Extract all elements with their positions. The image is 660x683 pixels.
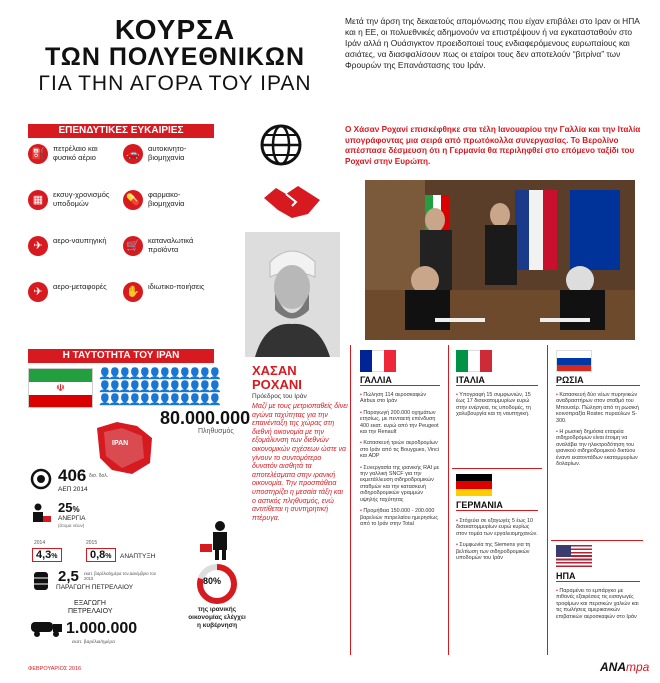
france-item: • Παραγωγή 200.000 οχημάτων ετησίως, με πενταετή επένδυση 400 εκατ. ευρώ από την Peugeot και την Renault — [360, 410, 442, 436]
plane-icon: ✈ — [28, 236, 48, 256]
oil-export-note: εκατ. βαρέλια/ημέρα — [72, 640, 115, 645]
opportunity-label: αυτοκινητο-βιομηχανία — [148, 144, 187, 162]
opportunity-item — [28, 236, 120, 276]
iran-map — [92, 418, 157, 478]
person-icon: 👤 — [198, 368, 212, 380]
population-value: 80.000.000 — [160, 408, 251, 428]
person-icon: 👤 — [148, 394, 162, 406]
unemployed-icon — [30, 502, 52, 529]
growth-year-1: 2014 — [34, 540, 46, 546]
person-icon: 👤 — [188, 368, 202, 380]
population-label: Πληθυσμός — [198, 428, 234, 435]
growth-value-2: 0,8% — [86, 548, 116, 562]
person-icon: 👤 — [108, 394, 122, 406]
russia-flag — [556, 350, 592, 372]
footer-date: ΦΕΒΡΟΥΑΡΙΟΣ 2016 — [28, 666, 82, 672]
separator — [547, 345, 548, 655]
person-icon: 👤 — [208, 368, 222, 380]
map-country-label: ΙΡΑΝ — [112, 440, 129, 447]
person-icon: 👤 — [128, 368, 142, 380]
person-icon: 👤 — [108, 368, 122, 380]
oil-production-value: 2,5 — [58, 568, 79, 585]
person-icon: 👤 — [188, 394, 202, 406]
globe-icon — [258, 122, 304, 173]
rouhani-portrait — [245, 232, 340, 357]
person-icon: 👤 — [98, 368, 112, 380]
growth-label: ΑΝΑΠΤΥΞΗ — [120, 553, 156, 560]
oil-production-label: ΠΑΡΑΓΩΓΗ ΠΕΤΡΕΛΑΙΟΥ — [56, 584, 134, 591]
germany-flag — [456, 474, 492, 496]
opportunity-label: φαρμακο-βιομηχανία — [148, 190, 185, 208]
italy-items — [456, 392, 538, 423]
person-icon: 👤 — [98, 381, 112, 393]
growth-year-2: 2015 — [86, 540, 98, 546]
germany-items — [456, 518, 538, 566]
russia-item: • Κατασκευή δύο νέων πυρηνικών αναδραστήρων στον σταθμό του Μπουσέρ. Πώληση από τη ρωσική κοινοπραξία Rostec πυραύλων S-300. — [556, 392, 642, 424]
france-item: • Προμήθεια 150.000 - 200.000 βαρελιών πετρελαίου ημερησίως από το Ιράν στην Total — [360, 508, 442, 527]
opportunity-item — [28, 282, 120, 322]
gdp-unit: δισ. δολ. — [89, 473, 109, 479]
opportunity-item — [123, 282, 215, 322]
germany-name: ΓΕΡΜΑΝΙΑ — [456, 500, 538, 511]
brand-part-1: ΑΝΑ — [600, 660, 626, 674]
plane-icon: ✈ — [28, 282, 48, 302]
france-name: ΓΑΛΛΙΑ — [360, 375, 440, 386]
opportunity-item — [28, 144, 120, 184]
france-items — [360, 392, 442, 532]
russia-name: ΡΩΣΙΑ — [556, 375, 640, 386]
person-icon: 👤 — [178, 381, 192, 393]
control-donut — [192, 562, 242, 611]
opportunity-item — [123, 190, 215, 230]
population-people-grid — [98, 368, 223, 408]
person-icon: 👤 — [188, 381, 202, 393]
person-icon: 👤 — [128, 394, 142, 406]
brand-part-2: mpa — [626, 660, 650, 674]
usa-flag — [556, 545, 592, 567]
italy-flag — [456, 350, 492, 372]
person-icon: 👤 — [158, 381, 172, 393]
rouhani-name-line-2: ΡΟΧΑΝΙ — [252, 377, 302, 392]
person-icon: 👤 — [168, 394, 182, 406]
oil-rig-icon: ⛽ — [28, 144, 48, 164]
france-item: • Κατασκευή τριών αεροδρομίων στο Ιράν από τις Bouygues, Vinci και ADP — [360, 440, 442, 459]
separator — [452, 468, 542, 469]
person-icon: 👤 — [128, 381, 142, 393]
title-line-3: ΓΙΑ ΤΗΝ ΑΓΟΡΑ ΤΟΥ ΙΡΑΝ — [38, 72, 312, 95]
germany-item: • Συμφωνία της Siemens για τη βελτίωση των σιδηροδρομικών υποδομών του Ιράν — [456, 542, 538, 561]
meeting-photo — [365, 180, 635, 340]
separator — [448, 345, 449, 655]
person-icon: 👤 — [198, 394, 212, 406]
usa-items — [556, 588, 642, 625]
opportunity-item — [123, 144, 215, 184]
control-percent: 80% — [203, 576, 222, 586]
italy-name: ΙΤΑΛΙΑ — [456, 375, 538, 386]
title-line-2: ΤΩΝ ΠΟΛΥΕΘΝΙΚΩΝ — [44, 43, 306, 71]
separator — [350, 345, 351, 655]
person-icon: 👤 — [198, 381, 212, 393]
target-icon — [30, 468, 52, 495]
oil-export-label-2: ΠΕΤΡΕΛΑΙΟΥ — [68, 608, 113, 615]
russia-items — [556, 392, 642, 472]
opportunity-label: ιδιωτικο-ποιήσεις — [148, 282, 205, 291]
opportunities-grid — [28, 144, 218, 329]
italy-item: • Υπογραφή 15 συμφωνιών, 15 έως 17 δισεκατομμυρίων ευρώ στην ενέργεια, τις υποδομές, τη χαλυβουργία και τη ναυπηγική. — [456, 392, 538, 418]
person-icon: 👤 — [118, 394, 132, 406]
title-block — [10, 16, 340, 97]
france-item: • Πώληση 114 αεροσκαφών Airbus στο Ιράν — [360, 392, 442, 405]
growth-value-1: 4,3% — [32, 548, 62, 562]
control-label: της ιρανικής οικονομίας ελέγχει η κυβέρνηση — [188, 606, 246, 629]
car-icon: 🚗 — [123, 144, 143, 164]
government-figure-icon — [198, 520, 238, 565]
hands-icon: ✋ — [123, 282, 143, 302]
identity-heading: Η ΤΑΥΤΟΤΗΤΑ ΤΟΥ ΙΡΑΝ — [28, 349, 214, 363]
opportunities-heading: ΕΠΕΝΔΥΤΙΚΕΣ ΕΥΚΑΙΡΙΕΣ — [28, 124, 214, 138]
opportunity-label: αερο-μεταφορές — [53, 282, 107, 291]
person-icon: 👤 — [108, 381, 122, 393]
person-icon: 👤 — [158, 394, 172, 406]
person-icon: 👤 — [138, 368, 152, 380]
france-item: • Συνεργασία της ιρανικής RAI με την γαλλική SNCF για την εκμετάλλευση σιδηροδρομικών σταθμών και την κατασκευή σιδηροδρομικών γραμμών υψηλής ταχύτητας — [360, 465, 442, 503]
usa-name: ΗΠΑ — [556, 571, 640, 582]
person-icon: 👤 — [208, 381, 222, 393]
intro-text: Μετά την άρση της δεκαετούς απομόνωσης που είχαν επιβάλει στο Ιραν οι ΗΠΑ και η ΕΕ, οι πολυεθνικές αδημονούν να επιστρέψουν ή να εγκατασταθούν στο Ιράν αλλά η Ουάσιγκτον προειδοποιεί τους ενδιαφερόμενους ευρωπαίους και ασιάτες, να διασφαλίσουν πως οι εταίροι τους δεν αποτελούν “βιτρίνα” των Φρουρών της Επανάστασης του Ιράν. — [345, 16, 640, 70]
opportunity-label: πετρέλαιο και φυσικό αέριο — [53, 144, 98, 162]
visit-text: Ο Χάσαν Ροχανί επισκέφθηκε στα τέλη Ιανουαρίου την Γαλλία και την Ιταλία υπογράφοντας μια σειρά από πρωτόκολλα συνεργασίας. Το Βερολίνο απέσπασε δέσμευση ότι η Γερμανία θα περιληφθεί στο επόμενο ταξίδι του Ροχανί στην Ευρώπη. — [345, 125, 641, 166]
rouhani-quote: Μαζί με τους μετριοπαθείς δίνει αγώνα ταχύτητας για την επανένταξη της χώρας στη διεθνή οικονομία με την εξομάλυνση των διεθνών οικονομικών σχέσεων ώστε να γίνουν το συντομότερο δυνατόν αισθητά τα αποτελέσματα στην ιρανική οικονομία. Την προσπάθεια υποστηρίζει η μεσαία τάξη και ο αστικός πληθυσμός, ενώ αντιτίθεται η συντηρητική πτέρυγα. — [252, 403, 348, 522]
separator — [551, 540, 643, 541]
pharma-icon: 💊 — [123, 190, 143, 210]
rouhani-role: Πρόεδρος του Ιράν — [252, 393, 307, 400]
person-icon: 👤 — [98, 394, 112, 406]
person-icon: 👤 — [118, 381, 132, 393]
opportunity-item — [28, 190, 120, 230]
unemployment-note: (άτομα νέων) — [58, 523, 85, 528]
gdp-value: 406 — [58, 466, 87, 485]
person-icon: 👤 — [138, 394, 152, 406]
unemployment-label: ΑΝΕΡΓΙΑ — [58, 515, 86, 522]
infrastructure-icon: ▦ — [28, 190, 48, 210]
opportunity-label: αερο-ναυπηγική — [53, 236, 107, 245]
person-icon: 👤 — [178, 394, 192, 406]
russia-item: • Η ρωσική δημόσια εταιρεία σιδηροδρόμων είναι έτοιμη να αναλάβει την ηλεκτροδότηση του ιρανικού σιδηροδρομικού δικτύου έναντι εκατοντάδων εκατομμυρίων δολαρίων. — [556, 429, 642, 467]
france-flag — [360, 350, 396, 372]
person-icon: 👤 — [208, 394, 222, 406]
person-icon: 👤 — [118, 368, 132, 380]
usa-item: • Παραμένει το εμπάργκο με πιθανές εξαιρέσεις τις εισαγωγές τροφίμων και περσικών χαλιών και τις πωλήσεις αμερικανικών επιβατικών αεροσκαφών στο Ιράν — [556, 588, 642, 620]
title-line-1: ΚΟΥΡΣΑ — [114, 14, 236, 45]
unemployment-value: 25% — [58, 500, 80, 515]
handshake-icon — [262, 180, 322, 225]
oil-production-note: εκατ. βαρέλια/ημέρα τον Δεκέμβριο του 2015 — [84, 571, 156, 581]
person-icon: 👤 — [138, 381, 152, 393]
person-icon: 👤 — [168, 381, 182, 393]
person-icon: 👤 — [178, 368, 192, 380]
gdp-label: ΑΕΠ 2014 — [58, 486, 88, 493]
oil-export-label-1: ΕΞΑΓΩΓΗ — [74, 600, 106, 607]
person-icon: 👤 — [148, 381, 162, 393]
opportunity-label: καταναλωτικά προϊόντα — [148, 236, 194, 254]
tanker-truck-icon — [30, 618, 64, 643]
oil-export-value: 1.000.000 — [66, 620, 138, 637]
oil-barrel-icon — [30, 570, 52, 597]
cart-icon: 🛒 — [123, 236, 143, 256]
person-icon: 👤 — [168, 368, 182, 380]
opportunity-label: εκσυγ-χρονισμός υποδομών — [53, 190, 110, 208]
footer-brand — [600, 660, 649, 674]
germany-item: • Στόχεύει σε εξαγωγές 5 έως 10 δισεκατομμυρίων ευρώ κυρίως στον τομέα των εργαλειομηχανών. — [456, 518, 538, 537]
opportunity-item — [123, 236, 215, 276]
iran-flag: ☫ — [28, 368, 93, 408]
person-icon: 👤 — [148, 368, 162, 380]
rouhani-name-line-1: ΧΑΣΑΝ — [252, 363, 297, 378]
person-icon: 👤 — [158, 368, 172, 380]
